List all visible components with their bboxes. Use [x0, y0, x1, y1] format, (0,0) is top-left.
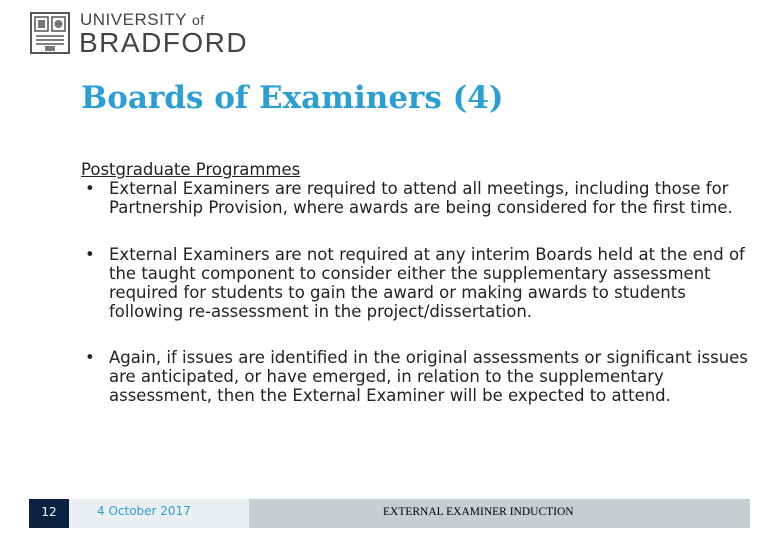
bullet-item — [81, 348, 751, 405]
bullet-marker: • — [85, 348, 95, 367]
bullet-marker: • — [85, 245, 95, 264]
bullet-text: External Examiners are not required at any interim Boards held at the end of the taught component to consider either the supplementary assessment required for students to gain the award or making awards to students following re-assessment in the project/dissertation. — [109, 245, 745, 321]
slide-title: Boards of Examiners (4) — [81, 80, 504, 116]
footer-date-box — [69, 499, 249, 528]
bullet-marker: • — [85, 179, 95, 198]
bullet-text: External Examiners are required to attend all meetings, including those for Partnership Provision, where awards are being considered for the first time. — [109, 179, 733, 217]
bullet-item — [81, 179, 751, 217]
footer-caption: EXTERNAL EXAMINER INDUCTION — [383, 506, 574, 518]
slide-body — [81, 160, 751, 405]
university-crest-icon — [30, 12, 70, 54]
page-number: 12 — [29, 499, 69, 528]
section-heading: Postgraduate Programmes — [81, 160, 301, 179]
footer-caption-box — [249, 499, 750, 528]
logo-university-text: UNIVERSITY of — [80, 10, 205, 29]
university-logo — [30, 10, 250, 56]
logo-bradford-text: BRADFORD — [79, 27, 249, 58]
bullet-item — [81, 245, 751, 321]
footer-date: 4 October 2017 — [97, 504, 191, 518]
slide-footer — [29, 499, 750, 528]
bullet-text: Again, if issues are identified in the original assessments or significant issues are anticipated, or have emerged, in relation to the supplementary assessment, then the External Examiner will be expected to attend. — [109, 348, 748, 405]
